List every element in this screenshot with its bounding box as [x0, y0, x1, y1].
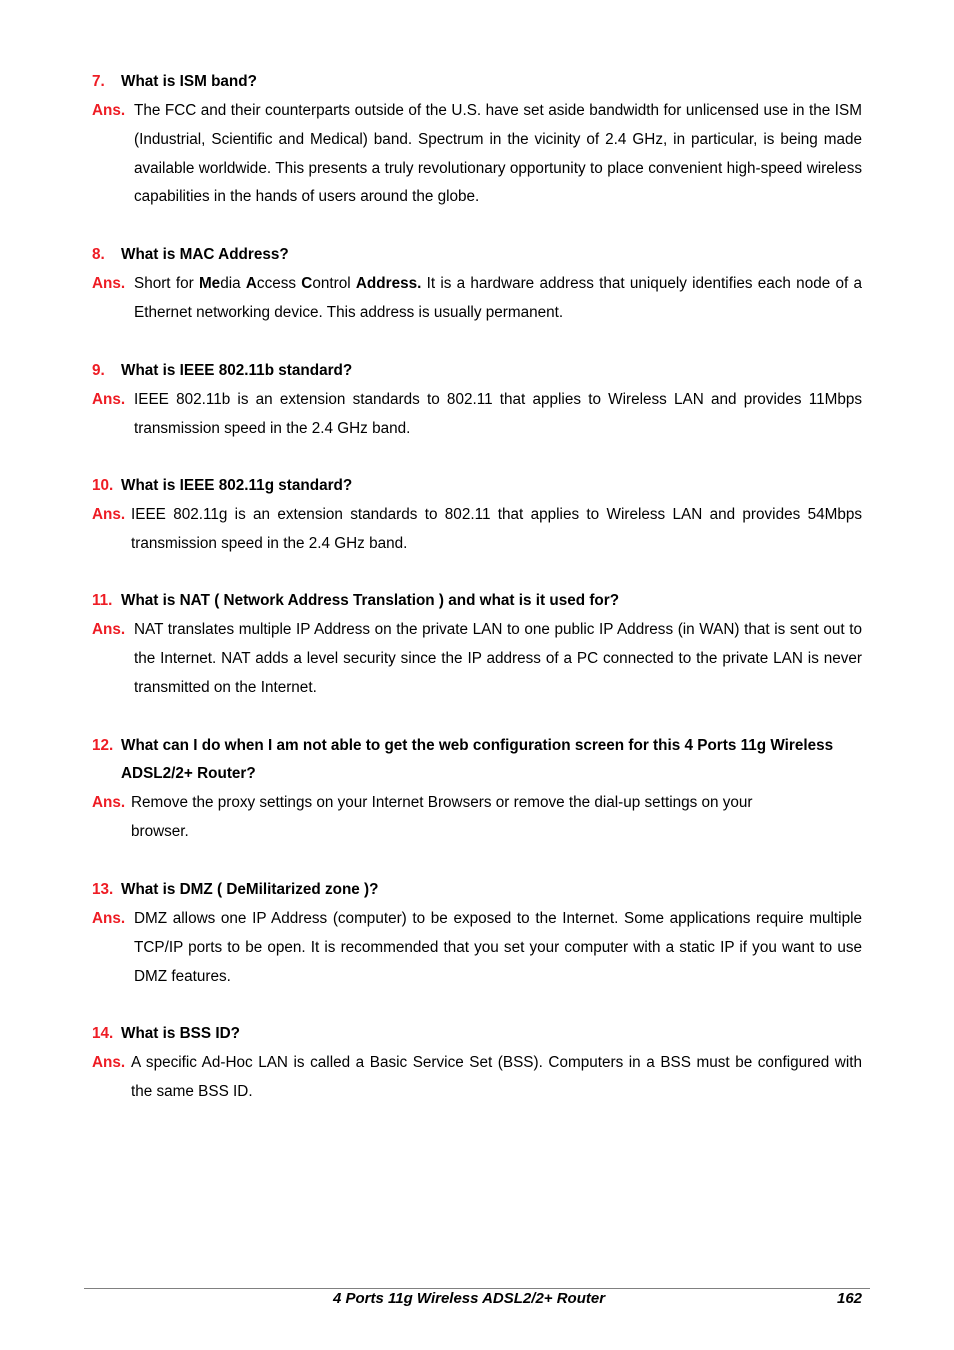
answer-label: Ans.	[92, 794, 126, 811]
answer-11	[92, 616, 862, 702]
answer-label: Ans.	[92, 275, 126, 292]
question-13	[92, 876, 862, 904]
answer-text-part: ccess	[256, 275, 302, 292]
acronym-letter: Me	[198, 275, 221, 292]
question-text: What is ISM band?	[121, 73, 257, 90]
faq-item-9	[92, 357, 862, 444]
question-number: 8.	[92, 246, 105, 263]
question-text: What can I do when I am not able to get the web configuration screen for this 4 Ports 11g Wireless ADSL2/2+ Router?	[121, 737, 834, 782]
answer-text	[134, 270, 862, 328]
answer-label: Ans.	[92, 102, 126, 119]
acronym-letter: C	[301, 275, 313, 292]
page-number: 162	[837, 1290, 863, 1307]
answer-text-part: Short for	[134, 275, 199, 292]
question-number: 11.	[92, 592, 113, 609]
faq-item-12	[92, 732, 862, 847]
answer-text: Remove the proxy settings on your Internet Browsers or remove the dial-up settings on your browser.	[131, 794, 753, 840]
question-12	[92, 732, 862, 788]
footer-title: 4 Ports 11g Wireless ADSL2/2+ Router	[333, 1290, 606, 1307]
question-number: 13.	[92, 881, 114, 898]
answer-text: The FCC and their counterparts outside of the U.S. have set aside bandwidth for unlicensed use in the ISM (Industrial, Scientific and Medical) band. Spectrum in the vicinity of 2.4 GHz, in particular, is being made available worldwide. This presents a truly revolutionary opportunity to place convenient high-speed wireless capabilities in the hands of users around the globe.	[134, 102, 862, 206]
faq-item-14	[92, 1020, 862, 1107]
question-11	[92, 587, 862, 615]
question-text: What is IEEE 802.11g standard?	[121, 477, 353, 494]
question-number: 12.	[92, 737, 114, 754]
answer-8	[92, 270, 862, 328]
question-text: What is DMZ ( DeMilitarized zone )?	[121, 881, 379, 898]
answer-13	[92, 905, 862, 991]
question-number: 14.	[92, 1025, 114, 1042]
answer-10	[92, 501, 862, 559]
question-text: What is MAC Address?	[121, 246, 289, 263]
answer-9	[92, 386, 862, 444]
question-text: What is NAT ( Network Address Translation ) and what is it used for?	[121, 592, 620, 609]
question-text: What is IEEE 802.11b standard?	[121, 362, 353, 379]
faq-item-11	[92, 587, 862, 702]
answer-label: Ans.	[92, 910, 126, 927]
question-number: 9.	[92, 362, 105, 379]
answer-text: IEEE 802.11b is an extension standards to 802.11 that applies to Wireless LAN and provides 11Mbps transmission speed in the 2.4 GHz band.	[134, 391, 862, 437]
question-number: 7.	[92, 73, 105, 90]
answer-text-part: It is a hardware address that uniquely identifies each node of a Ethernet networking device. This address is usually permanent.	[134, 275, 862, 321]
faq-item-10	[92, 472, 862, 559]
question-9	[92, 357, 862, 385]
answer-12	[92, 789, 862, 847]
question-7	[92, 68, 862, 96]
answer-label: Ans.	[92, 391, 126, 408]
faq-item-13	[92, 876, 862, 991]
answer-text: A specific Ad-Hoc LAN is called a Basic Service Set (BSS). Computers in a BSS must be configured with the same BSS ID.	[131, 1054, 862, 1100]
answer-text: DMZ allows one IP Address (computer) to be exposed to the Internet. Some applications require multiple TCP/IP ports to be open. It is recommended that you set your computer with a static IP if you want to use DMZ features.	[134, 910, 862, 985]
answer-14	[92, 1049, 862, 1107]
answer-text: NAT translates multiple IP Address on the private LAN to one public IP Address (in WAN) that is sent out to the Internet. NAT adds a level security since the IP address of a PC connected to the private LAN is never transmitted on the Internet.	[134, 621, 862, 696]
question-text: What is BSS ID?	[121, 1025, 240, 1042]
acronym-letter: A	[245, 275, 257, 292]
answer-label: Ans.	[92, 1054, 126, 1071]
answer-text-part: dia	[220, 275, 246, 292]
answer-text-part: ontrol	[312, 275, 356, 292]
faq-item-8	[92, 241, 862, 328]
question-number: 10.	[92, 477, 114, 494]
answer-label: Ans.	[92, 621, 126, 638]
acronym-word: Address.	[355, 275, 422, 292]
answer-7	[92, 97, 862, 212]
question-8	[92, 241, 862, 269]
answer-text: IEEE 802.11g is an extension standards to 802.11 that applies to Wireless LAN and provides 54Mbps transmission speed in the 2.4 GHz band.	[131, 506, 862, 552]
faq-item-7	[92, 68, 862, 212]
question-10	[92, 472, 862, 500]
question-14	[92, 1020, 862, 1048]
answer-label: Ans.	[92, 506, 126, 523]
